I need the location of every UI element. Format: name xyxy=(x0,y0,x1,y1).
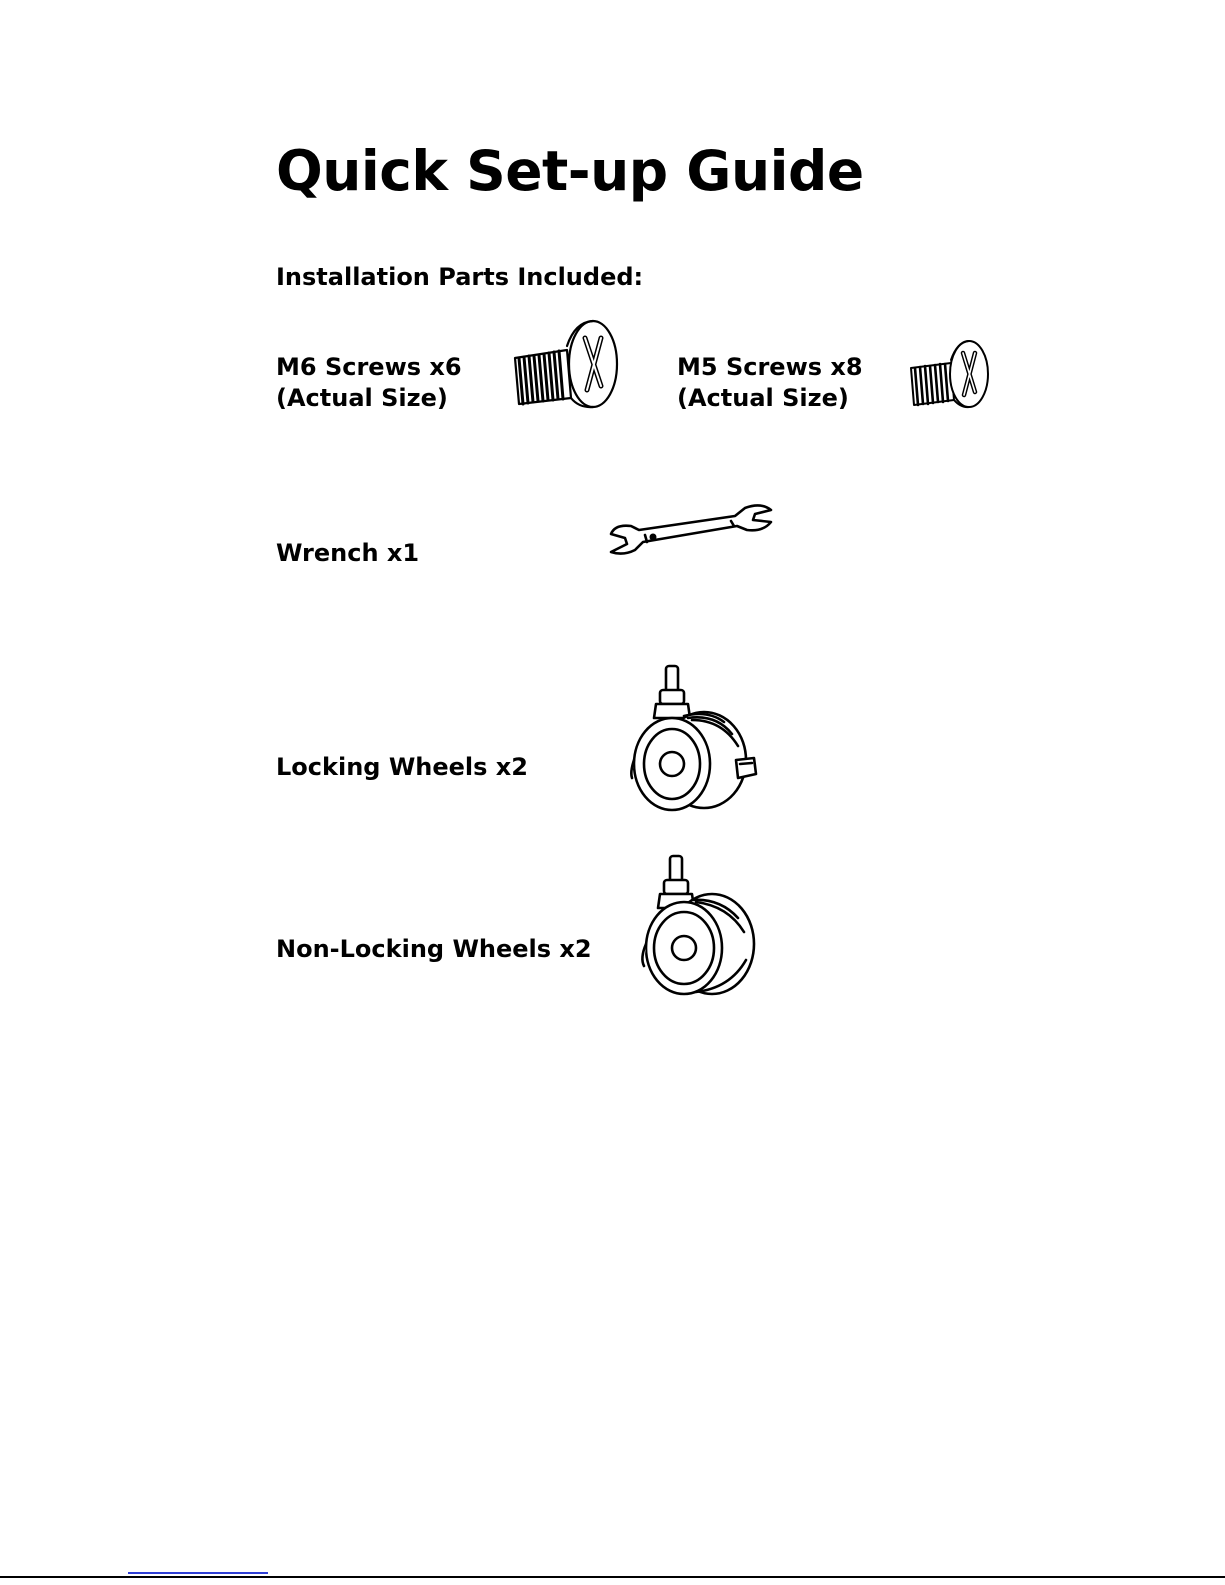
part-label-m6-screws xyxy=(276,352,462,414)
part-label-locking-wheels xyxy=(276,752,528,783)
part-note: (Actual Size) xyxy=(276,384,448,412)
part-label-non-locking-wheels xyxy=(276,934,592,965)
screw-icon xyxy=(505,316,620,411)
page-title: Quick Set-up Guide xyxy=(276,139,864,203)
part-name: M6 Screws x6 xyxy=(276,353,462,381)
caster-wheel-icon xyxy=(626,848,760,1000)
part-label-wrench xyxy=(276,538,419,569)
part-name: M5 Screws x8 xyxy=(677,353,863,381)
caster-wheel-locking-icon xyxy=(626,660,760,818)
part-note: (Actual Size) xyxy=(677,384,849,412)
footer-divider xyxy=(0,1576,1225,1578)
part-name: Wrench x1 xyxy=(276,539,420,567)
footer-link-underline xyxy=(128,1572,268,1574)
section-heading: Installation Parts Included: xyxy=(276,263,644,291)
screw-icon xyxy=(905,338,997,413)
part-name: Non-Locking Wheels x2 xyxy=(276,935,592,963)
part-name: Locking Wheels x2 xyxy=(276,753,528,781)
wrench-icon xyxy=(605,500,777,566)
part-label-m5-screws xyxy=(677,352,863,414)
